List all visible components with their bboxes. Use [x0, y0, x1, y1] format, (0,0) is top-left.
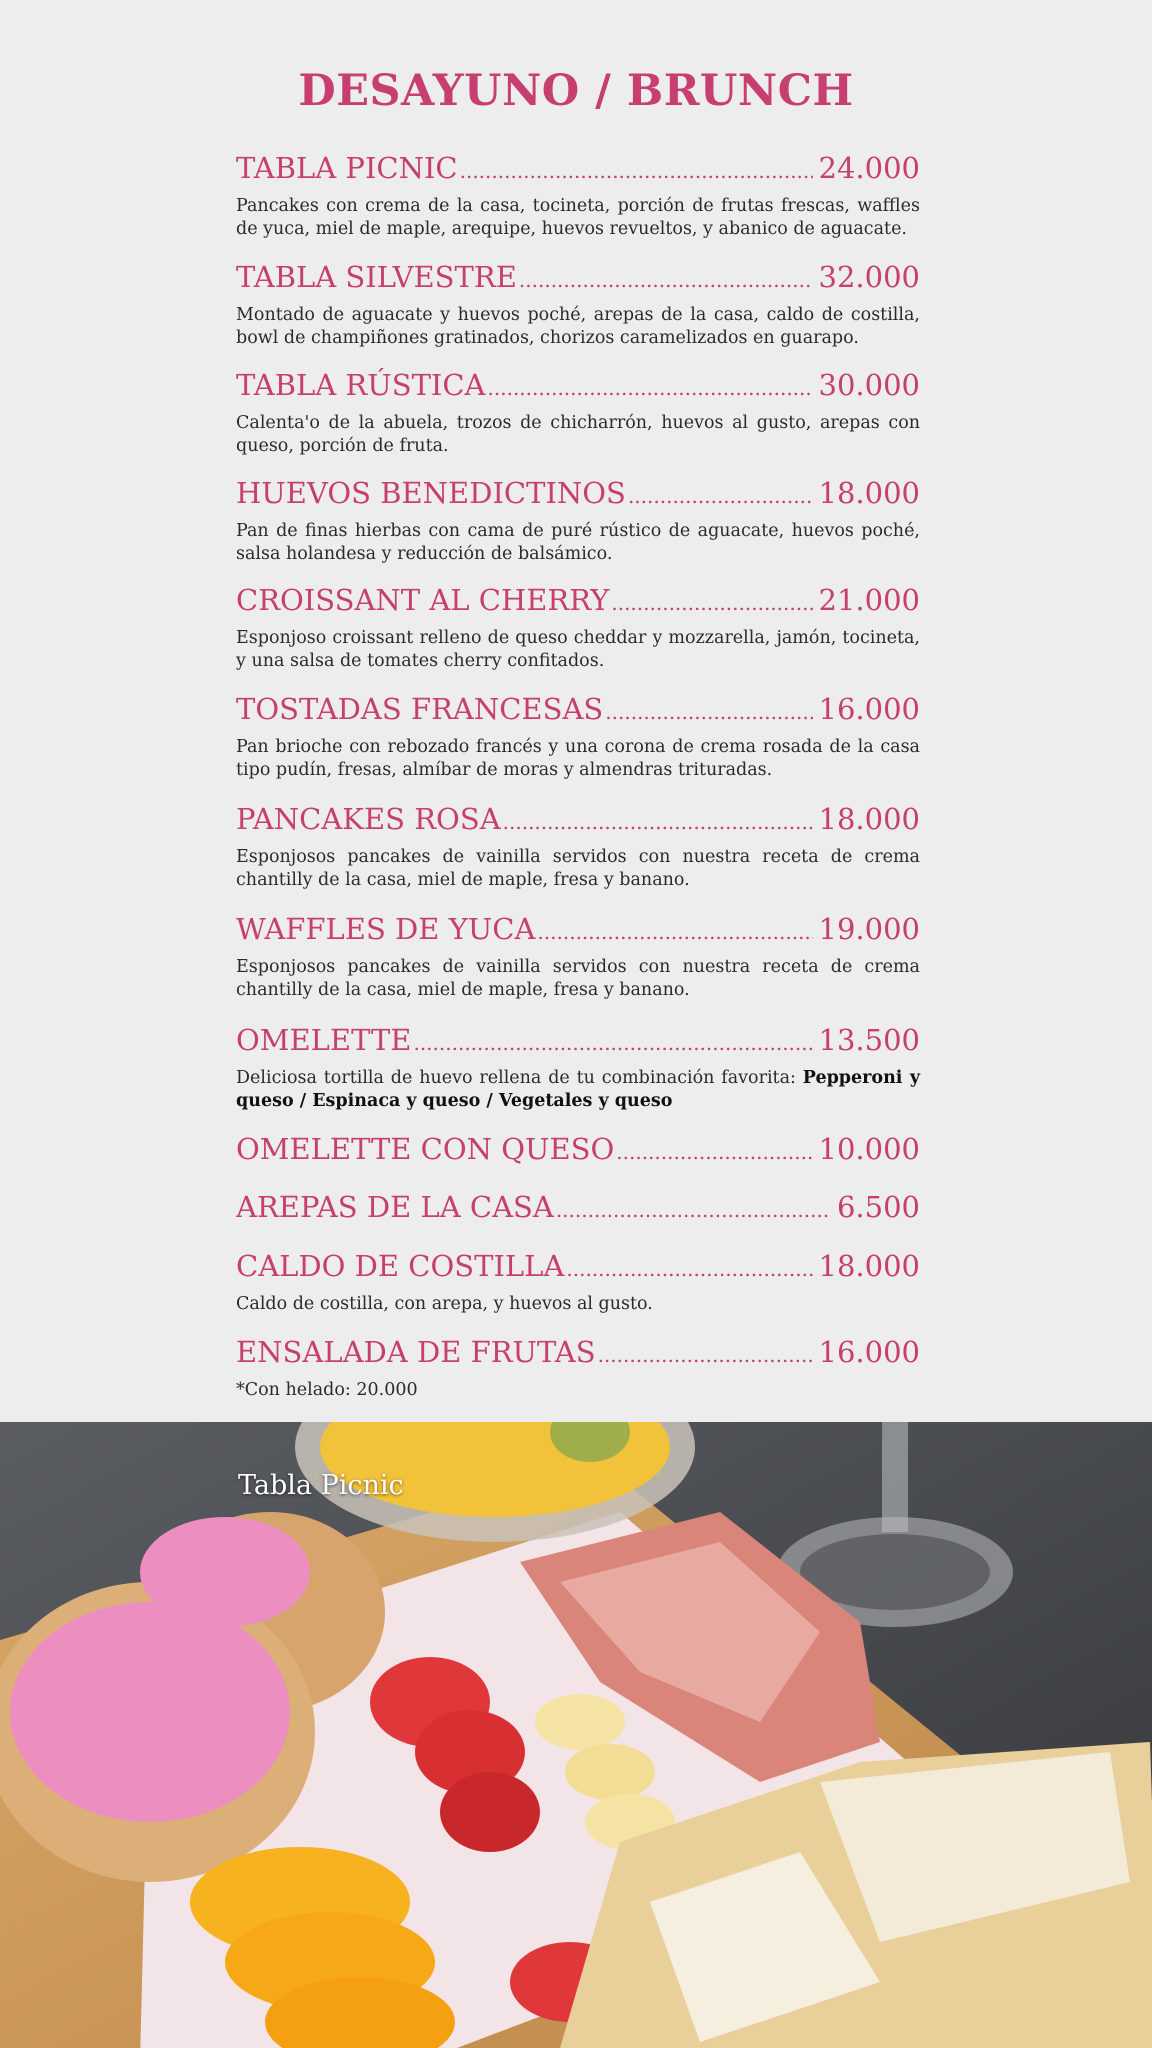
item-price: 10.000 — [818, 1132, 920, 1166]
item-name: TABLA SILVESTRE — [236, 260, 517, 294]
dot-leader — [611, 585, 812, 621]
item-price: 18.000 — [818, 802, 920, 836]
item-name: CROISSANT AL CHERRY — [236, 583, 610, 617]
menu-item — [236, 475, 920, 566]
item-price: 18.000 — [818, 476, 920, 510]
item-price: 21.000 — [818, 583, 920, 617]
dot-leader — [503, 804, 813, 840]
dot-leader — [566, 1251, 812, 1287]
item-name: OMELETTE — [236, 1023, 412, 1057]
menu-item — [236, 1334, 920, 1402]
item-description: Esponjoso croissant relleno de queso cheddar y mozzarella, jamón, tocineta, y una salsa de tomates cherry confitados. — [236, 628, 920, 671]
menu-item — [236, 367, 920, 458]
dot-leader — [605, 694, 812, 730]
item-price: 32.000 — [818, 260, 920, 294]
item-price: 19.000 — [818, 912, 920, 946]
item-name: OMELETTE CON QUESO — [236, 1132, 615, 1166]
item-name: ENSALADA DE FRUTAS — [236, 1335, 596, 1369]
item-price: 24.000 — [818, 151, 920, 185]
menu-item — [236, 911, 920, 1002]
menu-item — [236, 259, 920, 350]
item-description: Pancakes con crema de la casa, tocineta, porción de frutas frescas, waffles de yuca, miel de maple, arequipe, huevos revueltos, y abanico de aguacate. — [236, 196, 920, 239]
item-name: PANCAKES ROSA — [236, 802, 501, 836]
menu-item — [236, 801, 920, 892]
item-price: 13.500 — [818, 1023, 920, 1057]
item-price: 6.500 — [836, 1190, 920, 1224]
menu-item — [236, 582, 920, 673]
item-description: Esponjosos pancakes de vainilla servidos con nuestra receta de crema chantilly de la casa, miel de maple, fresa y banano. — [236, 847, 920, 890]
item-name: CALDO DE COSTILLA — [236, 1249, 565, 1283]
dot-leader — [460, 153, 813, 189]
item-description-options: Pepperoni y queso / Espinaca y queso / Vegetales y queso — [236, 1068, 920, 1111]
item-name: AREPAS DE LA CASA — [236, 1190, 554, 1224]
item-description: Calenta'o de la abuela, trozos de chicharrón, huevos al gusto, arepas con queso, porción de fruta. — [236, 413, 920, 456]
item-name: TABLA PICNIC — [236, 151, 458, 185]
item-description: Pan de finas hierbas con cama de puré rústico de aguacate, huevos poché, salsa holandesa y reducción de balsámico. — [236, 521, 920, 564]
food-photo — [0, 1422, 1152, 2048]
dot-leader — [519, 262, 813, 298]
item-name: WAFFLES DE YUCA — [236, 912, 536, 946]
dot-leader — [556, 1192, 831, 1228]
item-description: Pan brioche con rebozado francés y una corona de crema rosada de la casa tipo pudín, fresas, almíbar de moras y almendras trituradas. — [236, 737, 920, 780]
item-name: HUEVOS BENEDICTINOS — [236, 476, 626, 510]
item-description — [236, 1067, 920, 1113]
dot-leader — [628, 478, 813, 514]
item-name: TABLA RÚSTICA — [236, 368, 486, 402]
item-description: Caldo de costilla, con arepa, y huevos al gusto. — [236, 1294, 653, 1314]
item-name: TOSTADAS FRANCESAS — [236, 692, 604, 726]
item-description: *Con helado: 20.000 — [236, 1380, 418, 1400]
item-description-text: Deliciosa tortilla de huevo rellena de tu combinación favorita: — [236, 1068, 803, 1088]
photo-caption: Tabla Picnic — [238, 1470, 404, 1501]
dot-leader — [616, 1134, 812, 1170]
tabla-picnic-illustration — [0, 1422, 1152, 2048]
menu-item — [236, 150, 920, 241]
menu-item — [236, 1131, 920, 1170]
item-price: 16.000 — [818, 692, 920, 726]
item-price: 18.000 — [818, 1249, 920, 1283]
menu-title: DESAYUNO / BRUNCH — [298, 66, 854, 116]
menu-item — [236, 691, 920, 782]
menu-item — [236, 1248, 920, 1316]
item-price: 16.000 — [818, 1335, 920, 1369]
dot-leader — [413, 1025, 812, 1061]
item-price: 30.000 — [818, 368, 920, 402]
dot-leader — [537, 914, 812, 950]
dot-leader — [488, 370, 813, 406]
dot-leader — [598, 1337, 813, 1373]
item-description: Montado de aguacate y huevos poché, arepas de la casa, caldo de costilla, bowl de champiñones gratinados, chorizos caramelizados en guarapo. — [236, 305, 920, 348]
menu-item — [236, 1189, 920, 1228]
menu-item — [236, 1022, 920, 1113]
item-description: Esponjosos pancakes de vainilla servidos con nuestra receta de crema chantilly de la casa, miel de maple, fresa y banano. — [236, 957, 920, 1000]
